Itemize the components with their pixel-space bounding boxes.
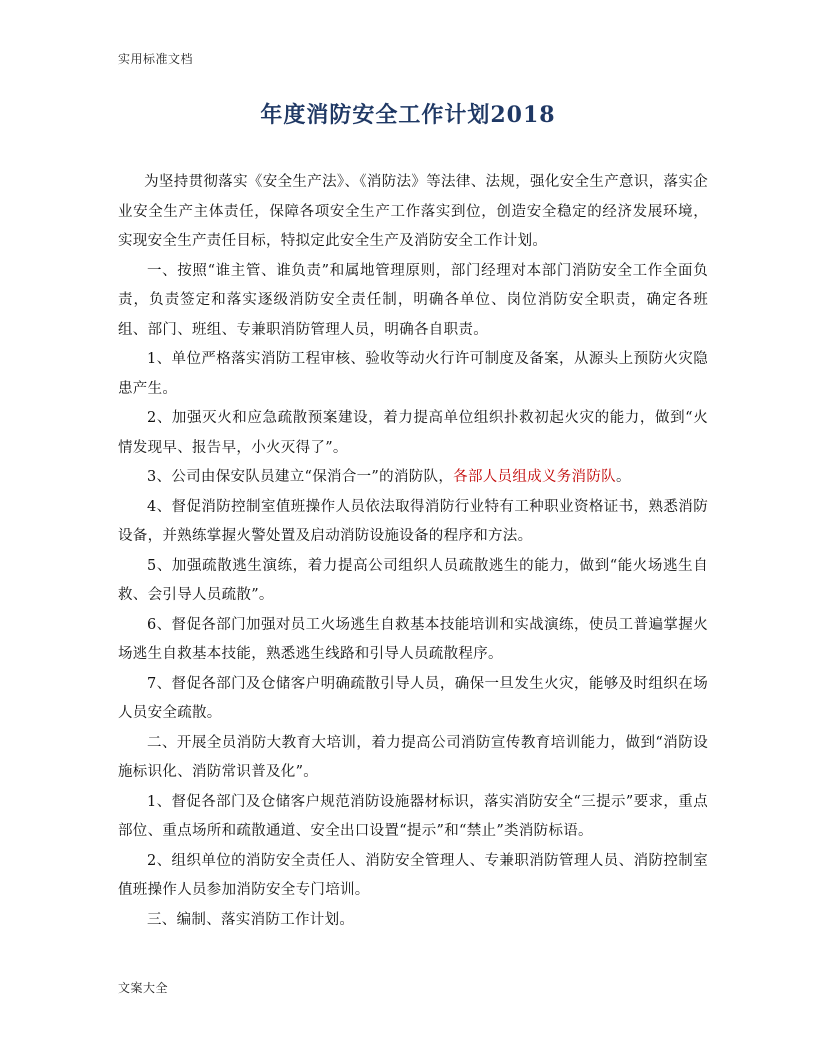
- page-header: 实用标准文档: [118, 52, 194, 66]
- item-6-paragraph: 6、督促各部门加强对员工火场逃生自救基本技能培训和实战演练，使员工普遍掌握火场逃生自救基本技能，熟悉逃生线路和引导人员疏散程序。: [118, 616, 708, 662]
- item-2-paragraph: 2、加强灭火和应急疏散预案建设，着力提高单位组织扑救初起火灾的能力，做到“火情发现早、报告早，小火灭得了”。: [118, 410, 708, 456]
- item-7-paragraph: 7、督促各部门及仓储客户明确疏散引导人员，确保一旦发生火灾，能够及时组织在场人员安全疏散。: [118, 675, 708, 721]
- page-footer: 文案大全: [118, 981, 169, 995]
- item-3-paragraph: [118, 463, 708, 493]
- section-three-paragraph: 三、编制、落实消防工作计划。: [147, 911, 355, 928]
- item-3-end: 。: [615, 469, 631, 485]
- section-two-paragraph: 二、开展全员消防大教育大培训，着力提高公司消防宣传教育培训能力，做到“消防设施标识化、消防常识普及化”。: [118, 734, 708, 780]
- intro-paragraph: 为坚持贯彻落实《安全生产法》、《消防法》等法律、法规，强化安全生产意识，落实企业安全生产主体责任，保障各项安全生产工作落实到位，创造安全稳定的经济发展环境，实现安全生产责任目标，特拟定此安全生产及消防安全工作计划。: [118, 174, 708, 249]
- section-two-item-2-paragraph: 2、组织单位的消防安全责任人、消防安全管理人、专兼职消防管理人员、消防控制室值班操作人员参加消防安全专门培训。: [118, 852, 708, 898]
- item-5-paragraph: 5、加强疏散逃生演练，着力提高公司组织人员疏散逃生的能力，做到“能火场逃生自救、会引导人员疏散”。: [118, 557, 708, 603]
- item-3-highlight: 各部人员组成义务消防队: [453, 469, 616, 485]
- item-4-paragraph: 4、督促消防控制室值班操作人员依法取得消防行业特有工种职业资格证书，熟悉消防设备，并熟练掌握火警处置及启动消防设施设备的程序和方法。: [118, 498, 708, 544]
- document-body: [118, 168, 708, 935]
- item-3-text: 3、公司由保安队员建立“保消合一”的消防队，: [147, 469, 454, 485]
- section-two-item-1-paragraph: 1、督促各部门及仓储客户规范消防设施器材标识，落实消防安全“三提示”要求，重点部位、重点场所和疏散通道、安全出口设置“提示”和“禁止”类消防标语。: [118, 793, 708, 839]
- section-one-paragraph: 一、按照“谁主管、谁负责”和属地管理原则，部门经理对本部门消防安全工作全面负责，负责签定和落实逐级消防安全责任制，明确各单位、岗位消防安全职责，确定各班组、部门、班组、专兼职消防管理人员，明确各自职责。: [118, 262, 708, 338]
- document-title: 年度消防安全工作计划2018: [260, 102, 556, 128]
- item-1-paragraph: 1、单位严格落实消防工程审核、验收等动火行许可制度及备案，从源头上预防火灾隐患产生。: [118, 351, 708, 397]
